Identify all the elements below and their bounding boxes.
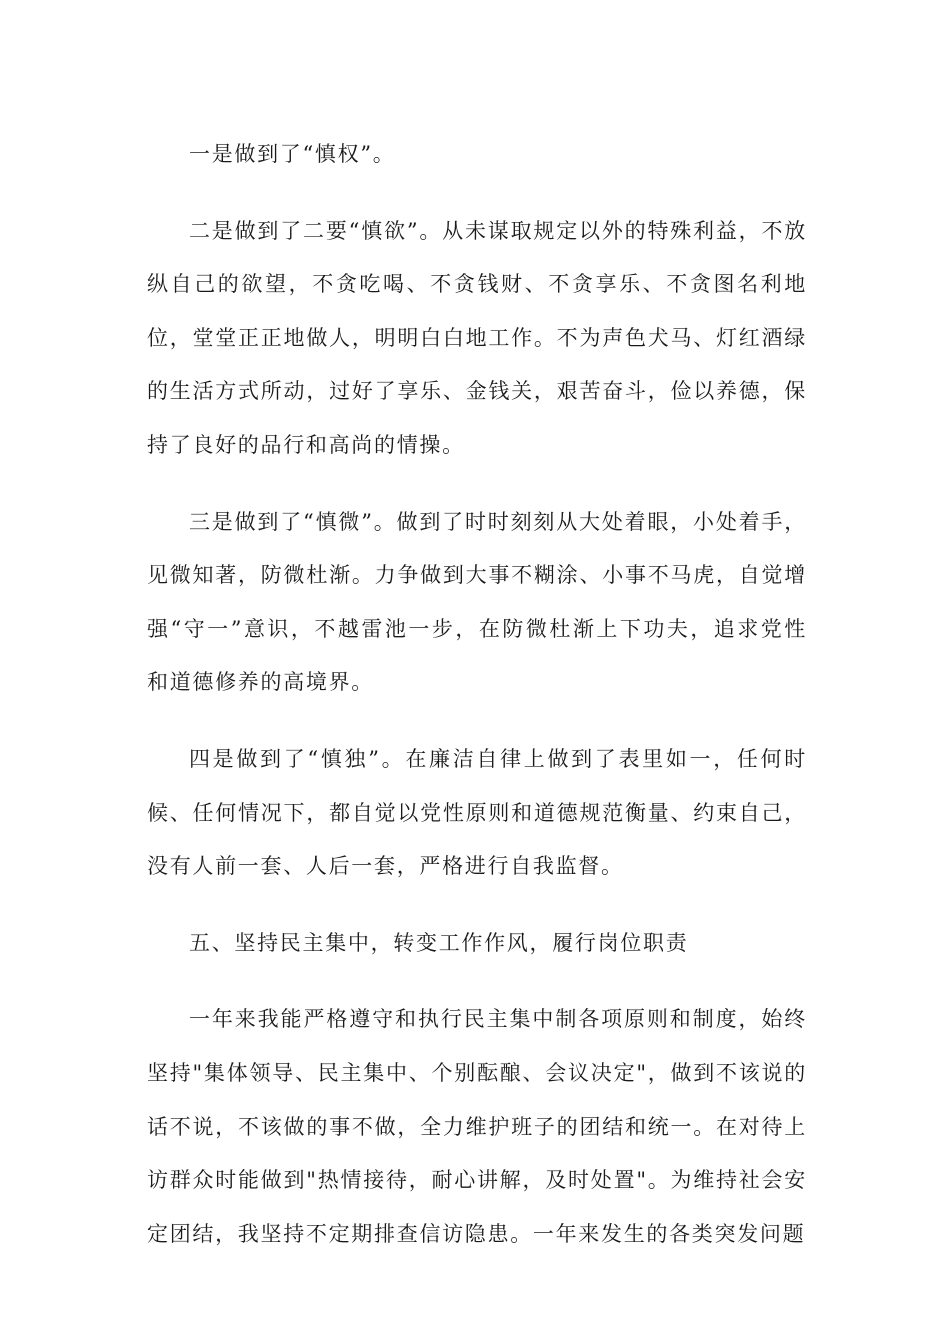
- paragraph-shenwei: 三是做到了“慎微”。做到了时时刻刻从大处着眼，小处着手，见微知著，防微杜渐。力争做到大事不糊涂、小事不马虎，自觉增强“守一”意识，不越雷池一步，在防微杜渐上下功夫，追求党性和道德修养的高境界。: [147, 509, 807, 695]
- paragraph-shenquan: 一是做到了“慎权”。: [189, 142, 396, 166]
- document-body: [147, 128, 807, 1261]
- paragraph-democratic-centralism: 一年来我能严格遵守和执行民主集中制各项原则和制度，始终坚持"集体领导、民主集中、个别酝酿、会议决定"，做到不该说的话不说，不该做的事不做，全力维护班子的团结和统一。在对待上访群众时能做到"热情接待，耐心讲解，及时处置"。为维持社会安定团结，我坚持不定期排查信访隐患。一年来发生的各类突发问题: [147, 1007, 807, 1246]
- paragraph-shenyu: 二是做到了二要“慎欲”。从未谋取规定以外的特殊利益，不放纵自己的欲望，不贪吃喝、不贪钱财、不贪享乐、不贪图名利地位，堂堂正正地做人，明明白白地工作。不为声色犬马、灯红酒绿的生活方式所动，过好了享乐、金钱关，艰苦奋斗，俭以养德，保持了良好的品行和高尚的情操。: [147, 218, 807, 457]
- paragraph-shendu: 四是做到了“慎独”。在廉洁自律上做到了表里如一，任何时候、任何情况下，都自觉以党性原则和道德规范衡量、约束自己，没有人前一套、人后一套，严格进行自我监督。: [147, 746, 807, 879]
- section-heading-democratic-centralism: 五、坚持民主集中，转变工作作风，履行岗位职责: [189, 930, 689, 955]
